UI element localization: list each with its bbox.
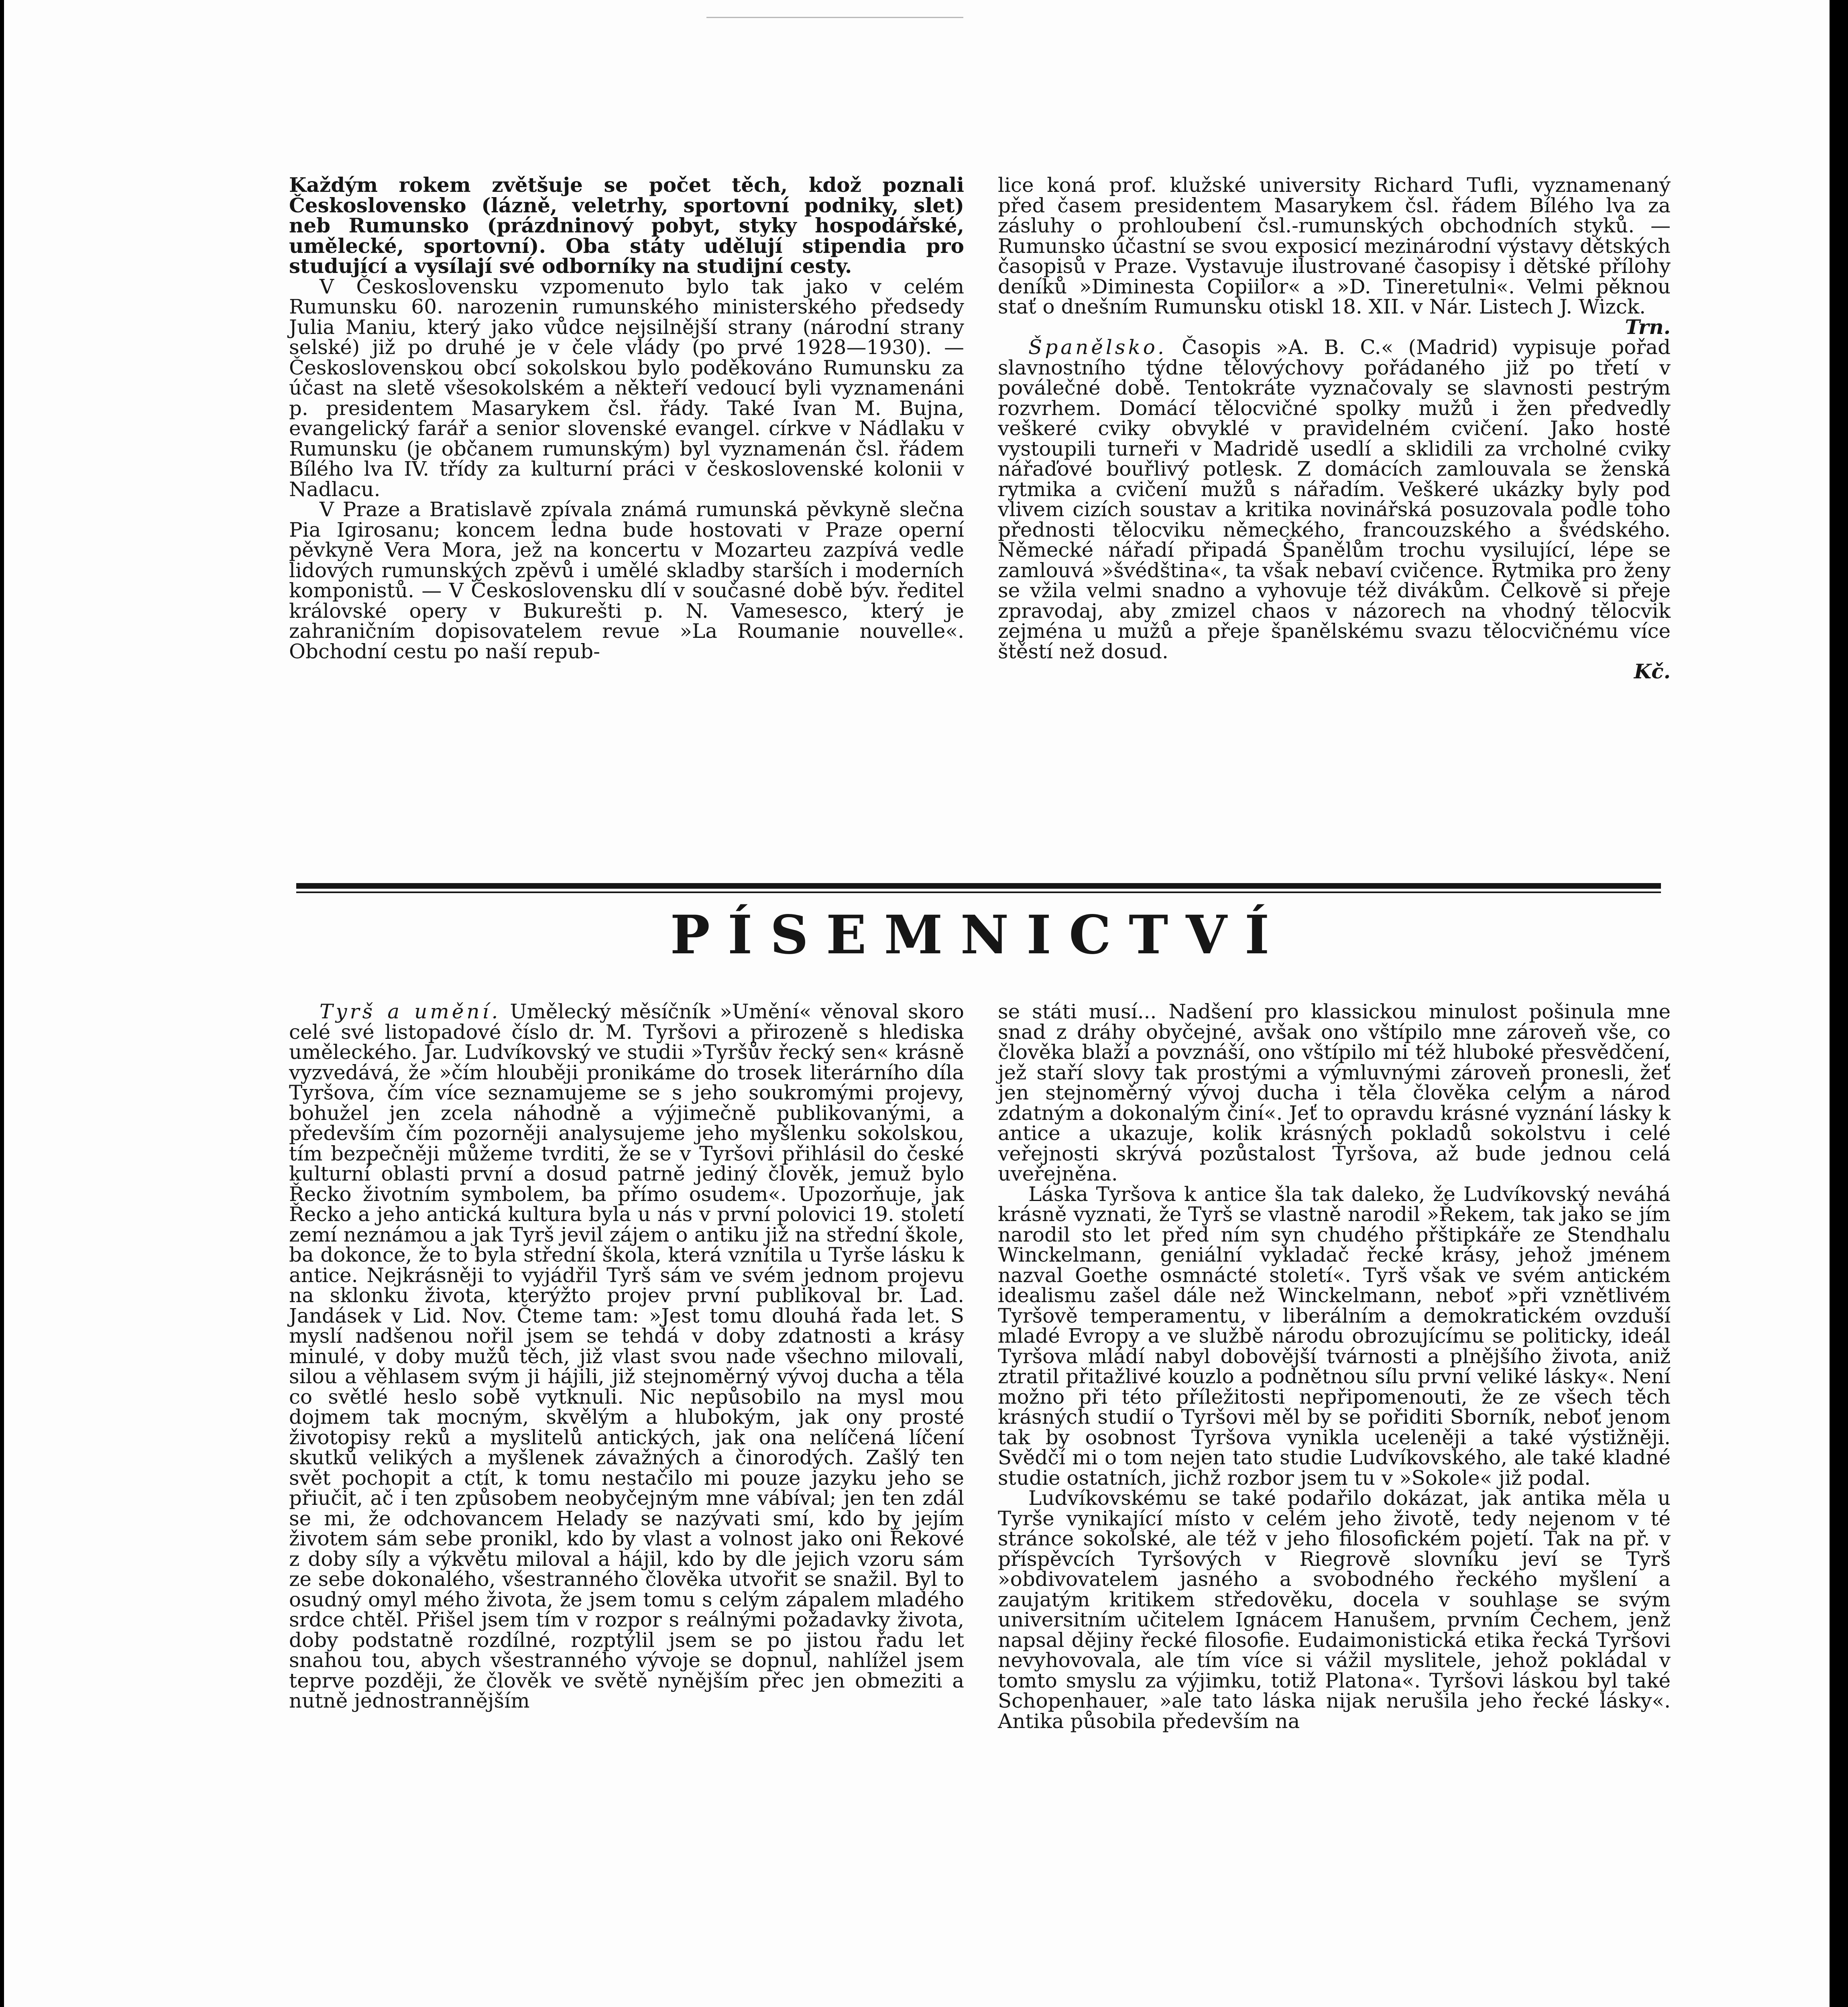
top-left-column (289, 175, 964, 662)
paragraph: se státi musí... Nadšení pro klassickou minulost pošinula mne snad z dráhy obyčejné, avšak ono vštípilo mne zároveň vše, co člověka blaží a povznáší, ono vštípilo mi též hluboké přesvědčení, jež staří slovy tak prostými a výmluvnými zároveň pronesli, žeť jen stejnoměrný vývoj ducha i těla člověka celým a národ zdatným a dokonalým činí«. Jeť to opravdu krásné vyznání lásky k antice a ukazuje, kolik krásných pokladů sokolstvu i celé veřejnosti skrývá pozůstalost Tyršova, až bude jednou celá uveřejněna. (998, 1000, 1671, 1185)
signature: Trn. (1625, 315, 1671, 339)
section-rule (296, 883, 1661, 889)
scan-artifact (706, 6, 963, 18)
top-right-column (998, 175, 1671, 682)
bottom-left-column (289, 1001, 964, 1711)
section-rule-thin (296, 892, 1661, 893)
paragraph: Každým rokem zvětšuje se počet těch, kdož poznali Československo (lázně, veletrhy, sportovní podniky, slet) neb Rumunsko (prázdninový pobyt, styky hospodářské, umělecké, sportovní). Oba státy udělují stipendia pro studující a vysílají své odborníky na studijní cesty. (289, 173, 964, 278)
paragraph: Láska Tyršova k antice šla tak daleko, že Ludvíkovský neváhá krásně vyznati, že Tyrš se vlastně narodil »Řekem, tak jako se jím narodil sto let před ním syn chudého přštipkáře ze Stendhalu Winckelmann, geniální vykladač řecké krásy, jehož jménem nazval Goethe osmnácté století«. Tyrš však ve svém antickém idealismu zašel dále než Winckelmann, neboť »při vznětlivém Tyršově temperamentu, v liberálním a demokratickém ovzduší mladé Evropy a ve službě národu obrozujícímu se politicky, ideál Tyršova mládí nabyl dobovější tvárnosti a plnějšího života, aniž ztratil přitažlivé kouzlo a podnětnou sílu první veliké lásky«. Není možno při této příležitosti nepřipomenouti, že ze všech těch krásných studií o Tyršovi měl by se pořiditi Sborník, neboť jenom tak by osobnost Tyršova vynikla uceleněji a také výstižněji. Svědčí mi o tom nejen tato studie Ludvíkovského, ale také kladné studie ostatních, jichž rozbor jsem tu v »Sokole« již podal. (998, 1182, 1671, 1490)
paragraph-text: Časopis »A. B. C.« (Madrid) vypisuje pořad slavnostního týdne tělovýchovy pořádaného již po třetí v poválečné době. Tentokráte vyznačovaly se slavnosti pestrým rozvrhem. Domácí tělocvičné spolky mužů i žen předvedly veškeré cviky obvyklé v pravidelném cvičení. Jako hosté vystoupili turneři v Madridě usedlí a sklidili za vrcholné cviky nářaďové bouřlivý potlesk. Z domácích zamlouvala se ženská rytmika a cvičení mužů s nářadím. Veškeré ukázky byly pod vlivem cizích soustav a kritika novinářská posuzovala podle toho přednosti tělocviku německého, francouzského a švédského. Německé nářadí připadá Španělům trochu vysilující, lépe se zamlouvá »švédština«, ta však nebaví cvičence. Rytmika pro ženy se vžila velmi snadno a vyhovuje též divákům. Celkově si přeje zpravodaj, aby zmizel chaos v názorech na vhodný tělocvik zejména u mužů a přeje španělskému svazu tělocvičnému více štěstí než dosud. (998, 336, 1671, 663)
section-title: PÍSEMNICTVÍ (670, 904, 1287, 966)
paragraph: Ludvíkovskému se také podařilo dokázat, jak antika měla u Tyrše vynikající místo v celém jeho životě, tedy nejenom v té stránce sokolské, ale též v jeho filosofickém pojetí. Tak na př. v příspěvcích Tyršových v Riegrově slovníku jeví se Tyrš »obdivovatelem jasného a svobodného řeckého myšlení a zaujatým kritikem středověku, docela v souhlase se svým universitním učitelem Ignácem Hanušem, prvním Čechem, jenž napsal dějiny řecké filosofie. Eudaimonistická etika řecká Tyršovi nevyhovovala, ale tím více si vážil myslitele, jehož pokládal v tomto smyslu za výjimku, totiž Platona«. Tyršovi láskou byl také Schopenhauer, »ale tato láska nijak nerušila jeho řecké lásky«. Antika působila především na (998, 1486, 1671, 1733)
article-lead: Tyrš a umění. (320, 1000, 501, 1023)
section-lead: Španělsko. (1028, 336, 1167, 359)
paragraph-text: Umělecký měsíčník »Umění« věnoval skoro celé své listopadové číslo dr. M. Tyršovi a přirozeně s hlediska uměleckého. Jar. Ludvíkovský ve studii »Tyršův řecký sen« krásně vyzvedává, že »čím hlouběji pronikáme do trosek literárního díla Tyršova, čím více seznamujeme se s jeho soukromými projevy, bohužel jen zcela náhodně a výjimečně publikovanými, a především čím pozorněji analysujeme jeho myšlenku sokolskou, tím bezpečněji můžeme tvrditi, že se v Tyršovi přihlásil do české kulturní oblasti první a dosud patrně jediný člověk, jemuž bylo Řecko životním symbolem, ba přímo osudem«. Upozorňuje, jak Řecko a jeho antická kultura byla u nás v první polovici 19. století zemí neznámou a jak Tyrš jevil zájem o antiku již na střední škole, ba dokonce, že to byla střední škola, která vznítila u Tyrše lásku k antice. Nejkrásněji to vyjádřil Tyrš sám ve svém jednom projevu na sklonku života, kterýžto projev první publikoval br. Lad. Jandásek v Lid. Nov. Čteme tam: »Jest tomu dlouhá řada let. S myslí nadšenou nořil jsem se tehdá v doby zdatnosti a krásy minulé, v doby mužů těch, již vlast svou nade všechno milovali, silou a věhlasem svým ji hájili, již stejnoměrný vývoj ducha a těla co světlé heslo sobě vytknuli. Nic nepůsobilo na mysl mou dojmem tak mocným, skvělým a hlubokým, jak ony prosté životopisy reků a myslitelů antických, jak ona nelíčená líčení skutků velikých a myšlenek závažných a činorodých. Zašlý ten svět pochopit a ctít, k tomu nestačilo mi pouze jazyku jeho se přiučit, ač i ten způsobem neobyčejným mne vábíval; jen ten zdál se mi, že odchovancem Helady se nazývati smí, kdo by jejím životem sám sebe pronikl, kdo by vlast a volnost jako oni Řekové z doby síly a výkvětu miloval a hájil, kdo by dle jejich vzoru sám ze sebe dokonalého, všestranného člověka utvořit se snažil. Byl to osudný omyl mého života, že jsem tomu s celým zápalem mladého srdce chtěl. Přišel jsem tím v rozpor s reálnými požadavky života, doby podstatně rozdílné, rozptýlil jsem se po jistou řadu let snahou tou, abych všestranného vývoje se dopnul, nahlížel jsem teprve později, že člověk ve světě nynějším přec jen obmeziti a nutně jednostrannějším (289, 1000, 964, 1712)
paragraph: V Československu vzpomenuto bylo tak jako v celém Rumunsku 60. narozenin rumunského ministerského předsedy Julia Maniu, který jako vůdce nejsilnější strany (národní strany selské) již po druhé je v čele vlády (po prvé 1928—1930). — Československou obcí sokolskou bylo poděkováno Rumunsku za účast na sletě všesokolském a někteří vedoucí byli vyznamenáni p. presidentem Masarykem čsl. řády. Také Ivan M. Bujna, evangelický farář a senior slovenské evangel. církve v Nádlaku v Rumunsku (je občanem rumunským) byl vyznamenán čsl. řádem Bílého lva IV. třídy za kulturní práci v československé kolonii v Nadlacu. (289, 275, 964, 501)
bottom-right-column (998, 1001, 1671, 1731)
paragraph: V Praze a Bratislavě zpívala známá rumunská pěvkyně slečna Pia Igirosanu; koncem ledna bude hostovati v Praze operní pěvkyně Vera Mora, jež na koncertu v Mozarteu zazpívá vedle lidových rumunských zpěvů i umělé skladby starších i moderních komponistů. — V Československu dlí v současné době býv. ředitel královské opery v Bukurešti p. N. Vamesesco, který je zahraničním dopisovatelem revue »La Roumanie nouvelle«. Obchodní cestu po naší repub- (289, 498, 964, 663)
paragraph (998, 337, 1671, 662)
paragraph: lice koná prof. klužské university Richard Tufli, vyznamenaný před časem presidentem Masarykem čsl. řádem Bílého lva za zásluhy o prohloubení čsl.-rumunských obchodních styků. — Rumunsko účastní se svou exposicí mezinárodní výstavy dětských časopisů v Praze. Vystavuje ilustrované časopisy i dětské přílohy deníků »Diminesta Copiilor« a »D. Tineretulni«. Velmi pěknou stať o dnešním Rumunsku otiskl 18. XII. v Nár. Listech J. Wizck. (998, 173, 1671, 318)
paragraph (289, 1001, 964, 1711)
signature: Kč. (1634, 660, 1671, 683)
page (4, 0, 1830, 2007)
